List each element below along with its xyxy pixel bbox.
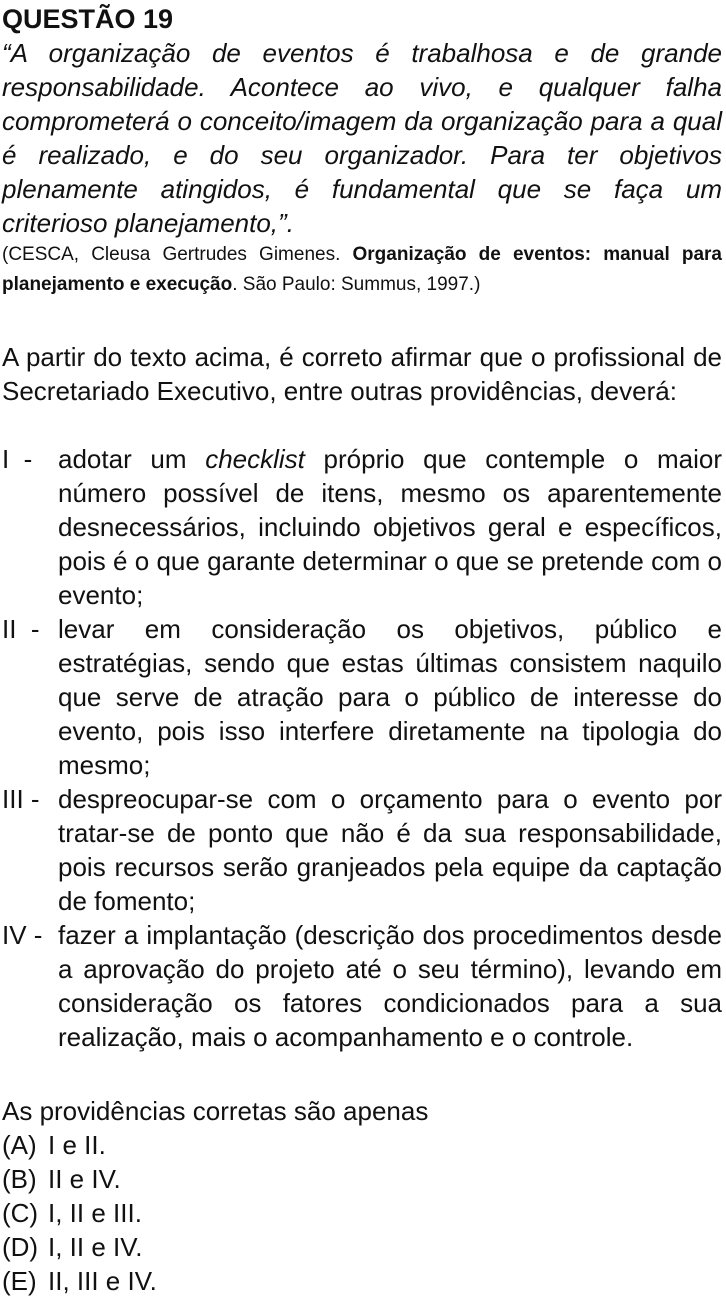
- citation-book-title: Organização de eventos: manual para planejamento e execução: [2, 244, 722, 295]
- option-text: I, II e III.: [48, 1198, 142, 1228]
- question-stem: A partir do texto acima, é correto afirmar que o profissional de Secretariado Executivo, entre outras providências, deverá:: [2, 342, 722, 406]
- option-letter: (B): [2, 1164, 37, 1194]
- statement-text: levar em consideração os objetivos, público e estratégias, sendo que estas últimas consistem naquilo que serve de atração para o público de interesse do evento, pois isso interfere diretamente na tipologia do mesmo;: [58, 614, 722, 780]
- citation-prefix: (CESCA, Cleusa Gertrudes Gimenes.: [2, 244, 353, 265]
- epigraph-quote: “A organização de eventos é trabalhosa e de grande responsabilidade. Acontece ao vivo, e qualquer falha comprometerá o conceito/imagem da organização para a qual é realizado, e do seu organizador. Para ter objetivos plenamente atingidos, é fundamental que se faça um criterioso planejamento,”.: [2, 38, 722, 238]
- option-letter: (C): [2, 1198, 39, 1228]
- statement-numeral: I -: [2, 444, 33, 474]
- citation: [2, 240, 722, 300]
- statement-item: [2, 918, 722, 1054]
- answer-prompt: As providências corretas são apenas: [2, 1096, 429, 1126]
- statement-numeral: II -: [2, 614, 40, 644]
- statement-numeral: III -: [2, 784, 40, 814]
- answer-option-e[interactable]: [2, 1264, 722, 1298]
- statement-item: [2, 442, 722, 612]
- statement-list: [2, 442, 722, 1054]
- answer-option-a[interactable]: [2, 1128, 722, 1162]
- answer-options: [2, 1128, 722, 1298]
- statement-text: despreocupar-se com o orçamento para o evento por tratar-se de ponto que não é da sua responsabilidade, pois recursos serão granjeados pela equipe da captação de fomento;: [58, 784, 722, 916]
- option-letter: (D): [2, 1232, 39, 1262]
- statement-numeral: IV -: [2, 920, 43, 950]
- statement-item: [2, 612, 722, 782]
- option-letter: (A): [2, 1130, 37, 1160]
- option-letter: (E): [2, 1266, 37, 1296]
- citation-suffix: . São Paulo: Summus, 1997.): [232, 274, 481, 295]
- statement-emphasis: checklist: [205, 444, 305, 474]
- option-text: I, II e IV.: [48, 1232, 143, 1262]
- statement-item: [2, 782, 722, 918]
- option-text: II, III e IV.: [48, 1266, 157, 1296]
- statement-text: fazer a implantação (descrição dos procedimentos desde a aprovação do projeto até o seu término), levando em consideração os fatores condicionados para a sua realização, mais o acompanhamento e o controle.: [58, 920, 722, 1052]
- statement-text: adotar um checklist próprio que contemple o maior número possível de itens, mesmo os aparentemente desnecessários, incluindo objetivos geral e específicos, pois é o que garante determinar o que se pretende com o evento;: [58, 444, 722, 610]
- option-text: I e II.: [48, 1130, 106, 1160]
- question-title: QUESTÃO 19: [2, 4, 174, 34]
- option-text: II e IV.: [48, 1164, 121, 1194]
- answer-option-c[interactable]: [2, 1196, 722, 1230]
- answer-option-b[interactable]: [2, 1162, 722, 1196]
- answer-option-d[interactable]: [2, 1230, 722, 1264]
